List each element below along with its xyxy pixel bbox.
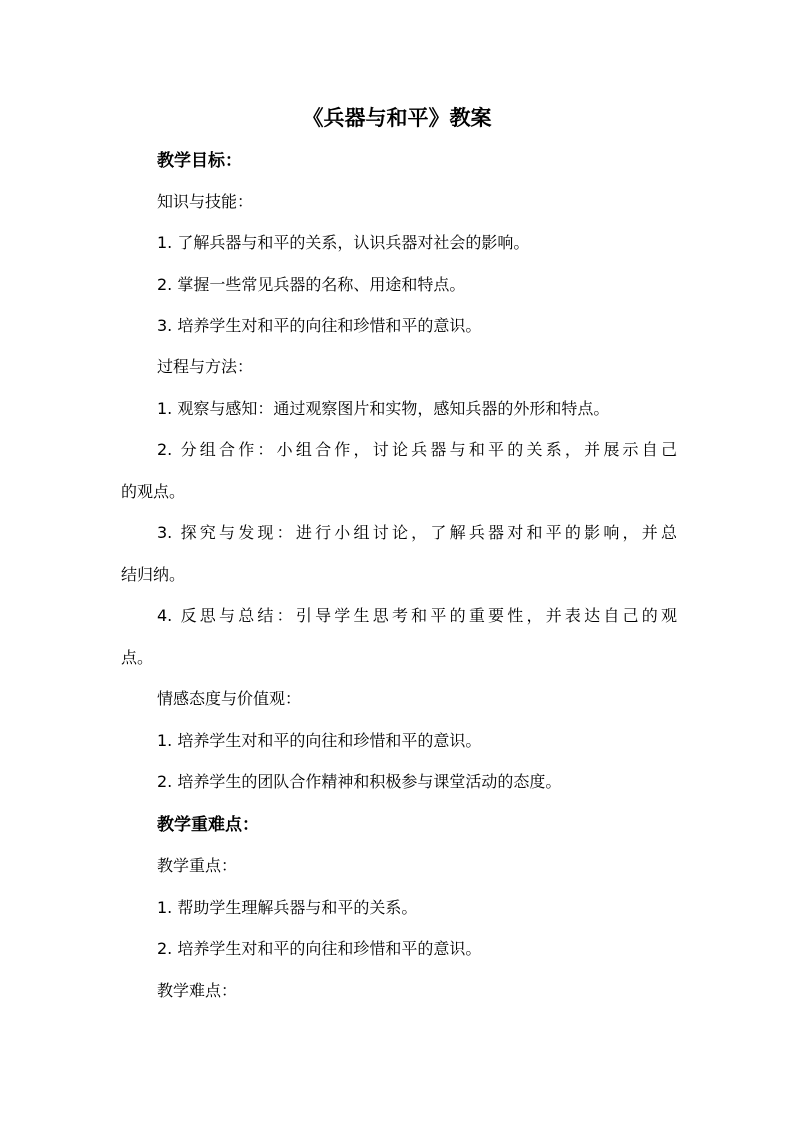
key-item-2: 2. 培养学生对和平的向往和珍惜和平的意识。 [157, 939, 482, 958]
key-item-1: 1. 帮助学生理解兵器与和平的关系。 [157, 898, 418, 917]
knowledge-item-1: 1. 了解兵器与和平的关系，认识兵器对社会的影响。 [157, 233, 530, 252]
process-item-3-cont: 结归纳。 [121, 565, 186, 584]
knowledge-item-3: 3. 培养学生对和平的向往和珍惜和平的意识。 [157, 316, 482, 335]
process-item-4: 4. 反思与总结：引导学生思考和平的重要性，并表达自己的观 [157, 606, 677, 625]
key-label: 教学重点： [157, 856, 238, 875]
process-item-4-cont: 点。 [121, 648, 154, 667]
emotion-item-2: 2. 培养学生的团队合作精神和积极参与课堂活动的态度。 [157, 772, 562, 791]
emotion-label: 情感态度与价值观： [157, 689, 302, 708]
process-item-2-cont: 的观点。 [121, 482, 186, 501]
knowledge-label: 知识与技能： [157, 192, 254, 211]
knowledge-item-2: 2. 掌握一些常见兵器的名称、用途和特点。 [157, 275, 466, 294]
process-item-2: 2. 分组合作：小组合作，讨论兵器与和平的关系，并展示自己 [157, 440, 677, 459]
document-title: 《兵器与和平》教案 [302, 106, 492, 130]
process-label: 过程与方法： [157, 357, 254, 376]
process-item-1: 1. 观察与感知：通过观察图片和实物，感知兵器的外形和特点。 [157, 399, 610, 418]
key-heading: 教学重难点： [157, 815, 259, 835]
difficulty-label: 教学难点： [157, 981, 238, 1000]
emotion-item-1: 1. 培养学生对和平的向往和珍惜和平的意识。 [157, 731, 482, 750]
objectives-heading: 教学目标： [157, 151, 242, 171]
process-item-3: 3. 探究与发现：进行小组讨论，了解兵器对和平的影响，并总 [157, 523, 677, 542]
